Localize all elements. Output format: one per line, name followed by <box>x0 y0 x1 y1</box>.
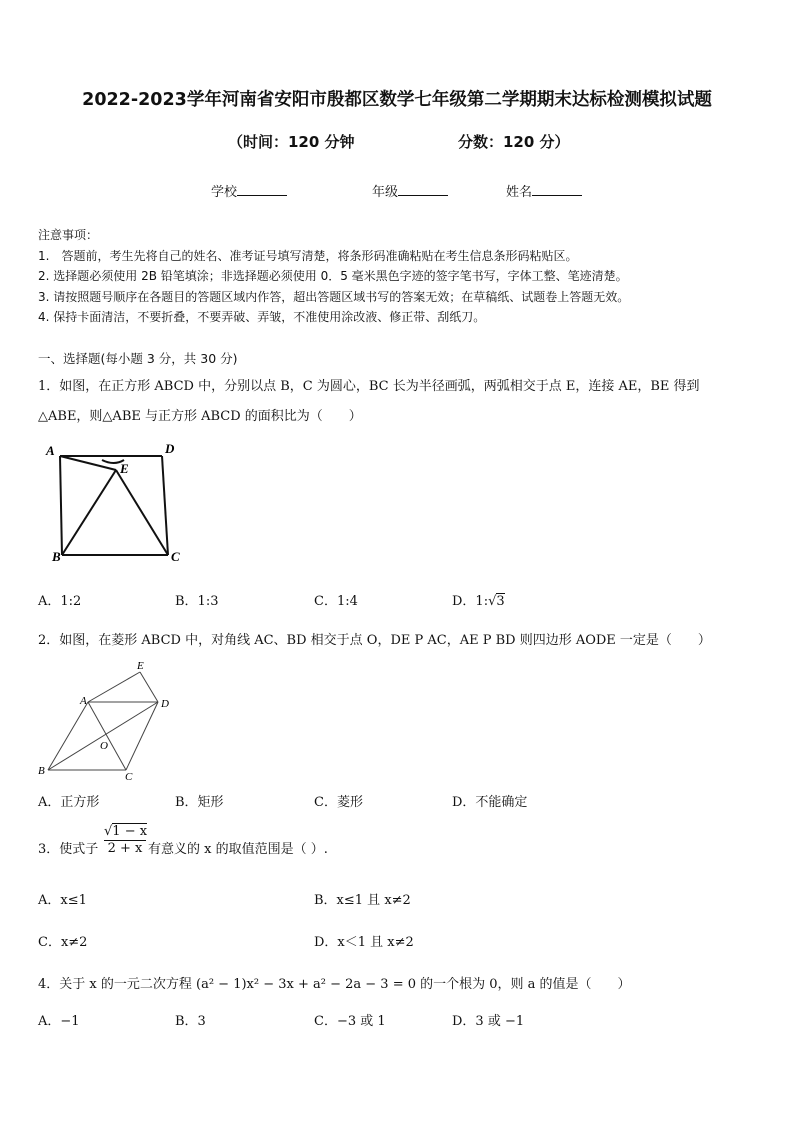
q2-option-d[interactable]: D．不能确定 <box>452 795 528 810</box>
q1-label-a: A <box>46 443 55 458</box>
q2-label-b: B <box>38 765 45 777</box>
q2-option-a[interactable]: A．正方形 <box>38 795 100 810</box>
name-label: 姓名 <box>506 185 533 200</box>
q3-prefix: 3．使式子 <box>38 842 99 857</box>
q2-label-e: E <box>137 660 144 672</box>
q4-option-d[interactable]: D．3 或 −1 <box>452 1014 525 1029</box>
q3-option-c[interactable]: C．x≠2 <box>38 935 88 950</box>
q4-option-b[interactable]: B．3 <box>175 1014 206 1029</box>
notice-item-2: 2. 选择题必须使用 2B 铅笔填涂；非选择题必须使用 0．5 毫米黑色字迹的签字笔书写，字体工整、笔迹清楚。 <box>38 269 628 283</box>
q1-label-c: C <box>171 549 180 564</box>
q3-option-a[interactable]: A．x≤1 <box>38 893 87 908</box>
q2-label-a: A <box>80 695 87 707</box>
q2-text: 2．如图，在菱形 ABCD 中，对角线 AC、BD 相交于点 O，DE P AC，AE P BD 则四边形 AODE 一定是（ ） <box>38 633 711 648</box>
school-field <box>211 181 287 200</box>
q1-label-b: B <box>52 549 61 564</box>
sqrt-symbol: √ <box>488 594 497 609</box>
q1-text-line2: △ABE，则△ABE 与正方形 ABCD 的面积比为（ ） <box>38 409 362 424</box>
q3-sqrt-symbol: √ <box>104 824 113 839</box>
q2-option-c[interactable]: C．菱形 <box>314 795 363 810</box>
grade-field <box>372 181 448 200</box>
q1-option-b[interactable]: B．1:3 <box>175 594 219 609</box>
q4-option-a[interactable]: A．−1 <box>38 1014 80 1029</box>
q1-option-d-label: D．1: <box>452 594 489 609</box>
q2-rhombus-figure <box>36 657 186 783</box>
q3-denominator: 2 + x <box>107 841 143 856</box>
q2-label-d: D <box>161 698 169 710</box>
q2-label-c: C <box>125 771 133 783</box>
exam-score: 分数：120 分） <box>458 133 570 151</box>
school-label: 学校 <box>211 185 238 200</box>
q4-text: 4．关于 x 的一元二次方程 (a² − 1)x² − 3x + a² − 2a − 3 = 0 的一个根为 0，则 a 的值是（ ） <box>38 977 631 992</box>
q3-numerator <box>104 824 146 841</box>
grade-label: 年级 <box>372 185 399 200</box>
q1-option-c[interactable]: C．1:4 <box>314 594 358 609</box>
grade-blank <box>398 183 448 196</box>
q4-option-c[interactable]: C．−3 或 1 <box>314 1014 386 1029</box>
q1-square-figure <box>40 440 190 570</box>
q2-label-o: O <box>100 740 108 752</box>
q3-option-d[interactable]: D．x＜1 且 x≠2 <box>314 935 414 950</box>
q1-label-e: E <box>120 461 129 476</box>
q2-option-b[interactable]: B．矩形 <box>175 795 224 810</box>
q3-numerator-text: 1 − x <box>112 824 148 839</box>
exam-time: （时间：120 分钟 <box>228 133 355 151</box>
section-heading: 一、选择题(每小题 3 分，共 30 分) <box>38 351 238 366</box>
notice-heading: 注意事项： <box>38 228 99 242</box>
q1-label-d: D <box>165 441 175 456</box>
page-title: 2022-2023学年河南省安阳市殷都区数学七年级第二学期期末达标检测模拟试题 <box>82 90 712 110</box>
name-blank <box>532 183 582 196</box>
q3-option-b[interactable]: B．x≤1 且 x≠2 <box>314 893 411 908</box>
school-blank <box>237 183 287 196</box>
name-field <box>506 181 582 200</box>
sqrt-radicand: 3 <box>496 594 505 609</box>
q3-suffix: 有意义的 x 的取值范围是（ ）. <box>148 842 328 857</box>
q1-text-line1: 1．如图，在正方形 ABCD 中，分别以点 B，C 为圆心，BC 长为半径画弧，两弧相交于点 E，连接 AE，BE 得到 <box>38 379 700 394</box>
q1-option-a[interactable]: A．1:2 <box>38 594 82 609</box>
notice-item-4: 4. 保持卡面清洁，不要折叠，不要弄破、弄皱，不准使用涂改液、修正带、刮纸刀。 <box>38 310 486 324</box>
notice-item-1: 1. 答题前，考生先将自己的姓名、准考证号填写清楚，将条形码准确粘贴在考生信息条形码粘贴区。 <box>38 249 578 263</box>
q1-option-d[interactable] <box>452 590 505 609</box>
q3-fraction <box>104 824 146 856</box>
notice-item-3: 3. 请按照题号顺序在各题目的答题区域内作答，超出答题区域书写的答案无效；在草稿纸、试题卷上答题无效。 <box>38 290 630 304</box>
